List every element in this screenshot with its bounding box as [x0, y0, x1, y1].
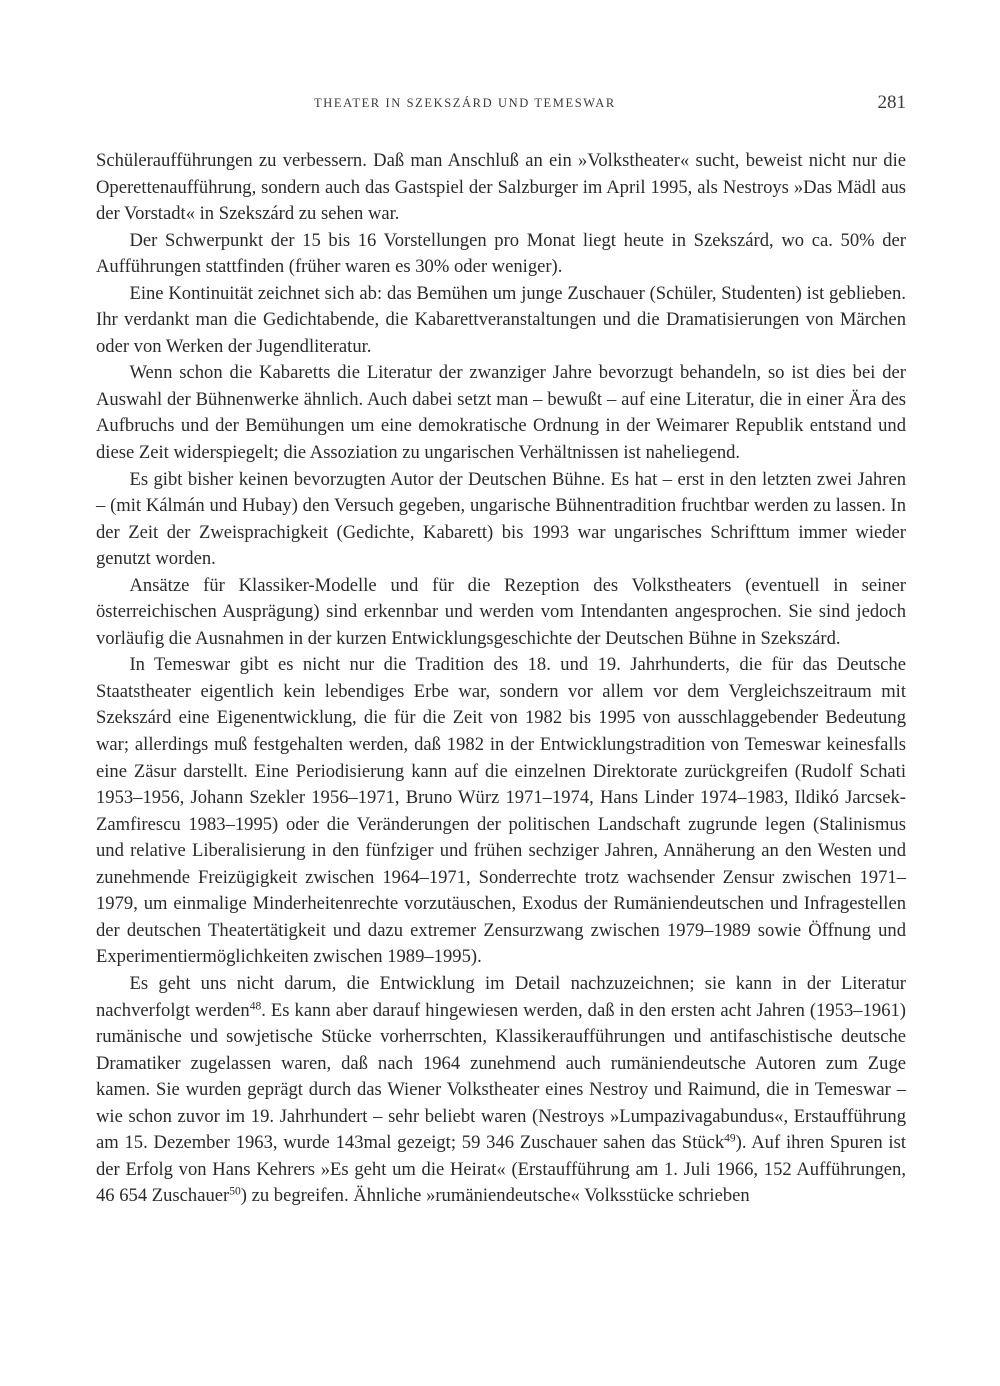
footnote-marker: 50: [229, 1186, 241, 1198]
text-run: ). Auf ihren Spuren ist der Erfolg von Hans Kehrers »Es geht um die Heirat« (Erstaufführung am 1. Juli 1966, 152 Aufführungen, 46 654 Zuschauer: [96, 1132, 906, 1207]
page-number: 281: [877, 92, 906, 113]
paragraph: Wenn schon die Kabaretts die Literatur der zwanziger Jahre bevorzugt behandeln, so ist dies bei der Auswahl der Bühnenwerke ähnlich. Auch dabei setzt man – bewußt – auf eine Literatur, die in einer Ära des Aufbruchs und der Bemühungen um eine demokratische Ordnung in der Weimarer Republik entstand und diese Zeit widerspiegelt; die Assoziation zu ungarischen Verhältnissen ist naheliegend.: [96, 362, 906, 464]
paragraph: Ansätze für Klassiker-Modelle und für die Rezeption des Volkstheaters (eventuell in seiner österreichischen Ausprägung) sind erkennbar und werden vom Intendanten angesprochen. Sie sind jedoch vorläufig die Ausnahmen in der kurzen Entwicklungsgeschichte der Deutschen Bühne in Szekszárd.: [96, 574, 906, 649]
paragraph: Der Schwerpunkt der 15 bis 16 Vorstellungen pro Monat liegt heute in Szekszárd, wo ca. 50% der Aufführungen stattfinden (früher waren es 30% oder weniger).: [96, 229, 906, 278]
body-text: [96, 148, 906, 1210]
paragraph-with-footnotes: [96, 971, 906, 1210]
footnote-marker: 49: [724, 1132, 736, 1145]
paragraph: Schüleraufführungen zu verbessern. Daß man Anschluß an ein »Volkstheater« sucht, beweist nicht nur die Operettenaufführung, sondern auch das Gastspiel der Salzburger im April 1995, als Nestroys »Das Mädl aus der Vorstadt« in Szekszárd zu sehen war.: [96, 150, 906, 225]
text-run: ) zu begreifen. Ähnliche »rumäniendeutsche« Volksstücke schrieben: [240, 1185, 750, 1207]
running-head: THEATER IN SZEKSZÁRD UND TEMESWAR: [314, 96, 616, 110]
text-run: . Es kann aber darauf hingewiesen werden, daß in den ersten acht Jahren (1953–1961) rumänische und sowjetische Stücke vorherrschten, Klassikeraufführungen und antifaschistische deutsche Dramatiker zugelassen waren, daß nach 1964 zunehmend auch rumäniendeutsche Autoren zum Zuge kamen. Sie wurden geprägt durch das Wiener Volkstheater eines Nestroy und Raimund, die in Temeswar – wie schon zuvor im 19. Jahrhundert – sehr beliebt waren (Nestroys »Lumpazivagabundus«, Erstaufführung am 15. Dezember 1963, wurde 143mal gezeigt; 59 346 Zuschauer sahen das Stück: [96, 999, 906, 1154]
text-run: Es geht uns nicht darum, die Entwicklung im Detail nachzuzeichnen; sie kann in der Literatur nachverfolgt werden: [96, 972, 906, 1021]
paragraph: Eine Kontinuität zeichnet sich ab: das Bemühen um junge Zuschauer (Schüler, Studenten) ist geblieben. Ihr verdankt man die Gedichtabende, die Kabarettveranstaltungen und die Dramatisierungen von Märchen oder von Werken der Jugendliteratur.: [96, 282, 906, 357]
paragraph: Es gibt bisher keinen bevorzugten Autor der Deutschen Bühne. Es hat – erst in den letzten zwei Jahren – (mit Kálmán und Hubay) den Versuch gegeben, ungarische Bühnentradition fruchtbar werden zu lassen. In der Zeit der Zweisprachigkeit (Gedichte, Kabarett) bis 1993 war ungarisches Schrifttum immer wieder genutzt worden.: [96, 468, 906, 570]
paragraph: In Temeswar gibt es nicht nur die Tradition des 18. und 19. Jahrhunderts, die für das Deutsche Staatstheater eigentlich kein lebendiges Erbe war, sondern vor allem vor dem Vergleichszeitraum mit Szekszárd eine Eigenentwicklung, die für die Zeit von 1982 bis 1995 von ausschlaggebender Bedeutung war; allerdings muß festgehalten werden, daß 1982 in der Entwicklungstradition von Temeswar keinesfalls eine Zäsur darstellt. Eine Periodisierung kann auf die einzelnen Direktorate zurückgreifen (Rudolf Schati 1953–1956, Johann Szekler 1956–1971, Bruno Würz 1971–1974, Hans Linder 1974–1983, Ildikó Jarcsek-Zamfirescu 1983–1995) oder die Veränderungen der politischen Landschaft zugrunde legen (Stalinismus und relative Liberalisierung in den fünfziger und frühen sechziger Jahren, Annäherung an den Westen und zunehmende Freizügigkeit zwischen 1964–1971, Sonderrechte trotz wachsender Zensur zwischen 1971–1979, um einmalige Minderheitenrechte vorzutäuschen, Exodus der Rumäniendeutschen und Infragestellen der deutschen Theatertätigkeit und dazu extremer Zensurzwang zwischen 1979–1989 sowie Öffnung und Experimentiermöglichkeiten zwischen 1989–1995).: [96, 654, 906, 968]
footnote-marker: 48: [249, 1000, 262, 1013]
